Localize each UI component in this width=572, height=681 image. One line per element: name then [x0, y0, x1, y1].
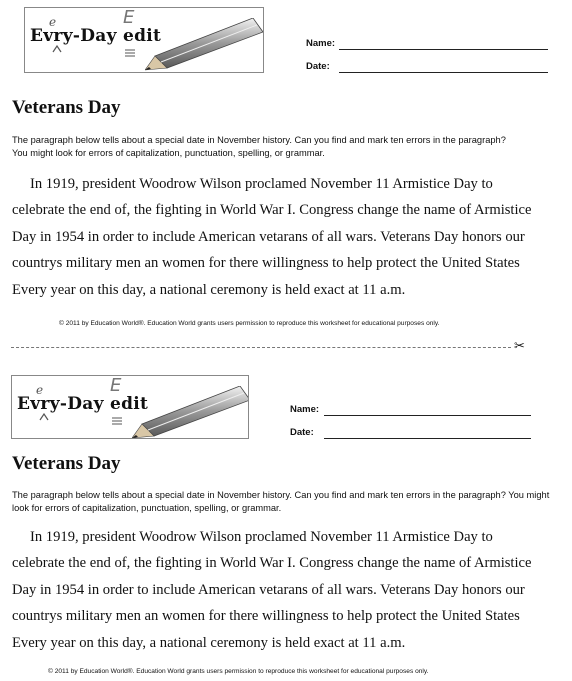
date-label: Date:: [290, 427, 314, 438]
instructions-text: The paragraph below tells about a special date in November history. Can you find and mark ten errors in the paragraph? You might look for errors of capitalization, punctuation, spelling, or grammar.: [12, 490, 550, 513]
logo-text: Evry-Day edit: [30, 26, 162, 46]
edit-paragraph: In 1919, president Woodrow Wilson proclamed November 11 Armistice Day to celebrate the end of, the fighting in World War I. Congress change the name of Armistice Day in 1954 in order to include American vetarans of all wars. Veterans Day honors our countrys military men an women for there willingness to help protect the United States Every year on this day, a national ceremony is held exact at 11 a.m.: [12, 176, 532, 298]
caret-mark-icon: [39, 413, 49, 421]
name-label: Name:: [290, 404, 320, 415]
name-field[interactable]: [339, 49, 548, 50]
logo-text: Evry-Day edit: [17, 394, 149, 414]
everyday-edit-logo: [24, 7, 264, 73]
page-title: Veterans Day: [12, 453, 121, 474]
logo-big-letter: E: [123, 7, 135, 28]
scissors-icon: ✂: [514, 339, 525, 354]
logo-caret-letter: e: [36, 383, 44, 397]
everyday-edit-logo: [11, 375, 249, 439]
edit-paragraph: In 1919, president Woodrow Wilson proclamed November 11 Armistice Day to celebrate the end of, the fighting in World War I. Congress change the name of Armistice Day in 1954 in order to include American vetarans of all wars. Veterans Day honors our countrys military men an women for there willingness to help protect the United States Every year on this day, a national ceremony is held exact at 11 a.m.: [12, 529, 532, 651]
date-field[interactable]: [339, 72, 548, 73]
triple-underline-icon: [112, 416, 122, 426]
date-label: Date:: [306, 61, 330, 72]
pencil-icon: [145, 18, 263, 72]
logo-big-letter: E: [110, 375, 122, 396]
instructions-text: The paragraph below tells about a special date in November history. Can you find and mark ten errors in the paragraph? You might look for errors of capitalization, punctuation, spelling, or grammar.: [12, 135, 506, 158]
page-title: Veterans Day: [12, 97, 121, 118]
name-field[interactable]: [324, 415, 531, 416]
cut-line: [11, 347, 511, 348]
caret-mark-icon: [52, 45, 62, 53]
name-label: Name:: [306, 38, 336, 49]
date-field[interactable]: [324, 438, 531, 439]
pencil-icon: [132, 386, 249, 439]
logo-caret-letter: e: [49, 15, 57, 29]
copyright-notice: © 2011 by Education World®. Education World grants users permission to reproduce this worksheet for educational purposes only.: [59, 320, 440, 327]
triple-underline-icon: [125, 48, 135, 58]
copyright-notice: © 2011 by Education World®. Education World grants users permission to reproduce this worksheet for educational purposes only.: [48, 668, 429, 675]
